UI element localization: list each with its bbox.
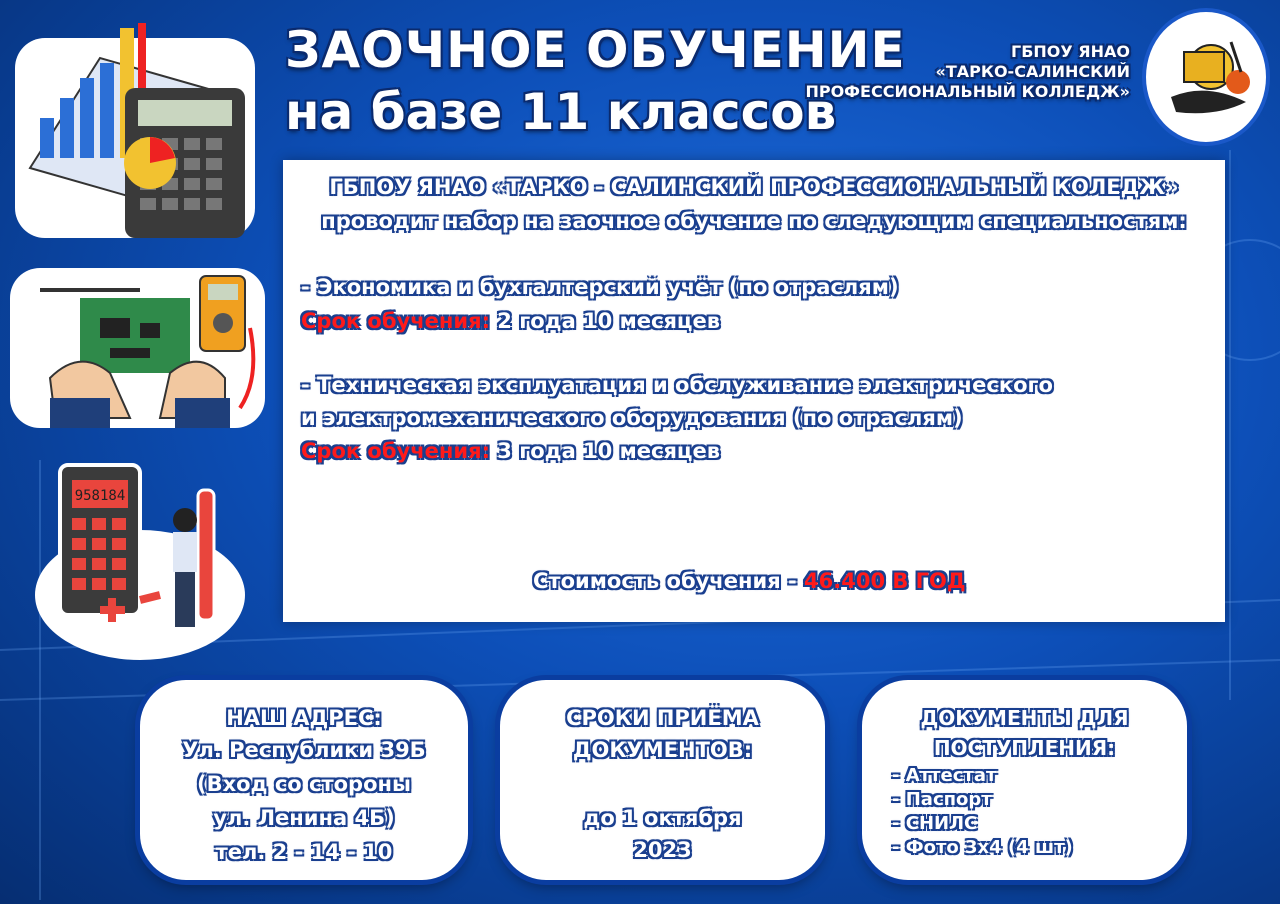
documents-list [892,764,1073,860]
college-name-line: «ТАРКО-САЛИНСКИЙ [935,62,1130,81]
college-logo [1142,8,1270,146]
list-item: - Фото 3х4 (4 шт) [892,837,1073,858]
college-name-line: ГБПОУ ЯНАО [1011,42,1130,61]
page-title: ЗАОЧНОЕ ОБУЧЕНИЕ [285,21,906,79]
documents-card [862,680,1187,880]
specialty-2-term [301,438,720,464]
address-entrance-street: ул. Ленина 4Б) [213,806,395,830]
deadline-title: СРОКИ ПРИЁМА [566,706,759,730]
cost-label: Стоимость обучения - [533,569,805,593]
list-item: - Паспорт [892,789,992,810]
term-label: Срок обучения: [301,309,490,333]
page-subtitle: на базе 11 классов [285,83,837,141]
college-logo-icon [1146,12,1266,142]
phone-number: тел. 2 - 14 - 10 [215,840,393,864]
documents-title-cont: ПОСТУПЛЕНИЯ: [933,736,1116,760]
specialty-2-title: - Техническая эксплуатация и обслуживание электрического [301,373,1053,397]
term-value: 2 года 10 месяцев [489,309,721,333]
list-item: - СНИЛС [892,813,978,834]
specialty-2-title-cont: и электромеханического оборудования (по отраслям) [301,406,963,430]
list-item: - Аттестат [892,765,997,786]
program-info-panel [283,160,1225,622]
term-label: Срок обучения: [301,439,490,463]
address-entrance: (Вход со стороны [196,772,412,796]
calculator-chart-icon [10,18,260,243]
specialty-1-term [301,308,720,334]
deadline-title-cont: ДОКУМЕНТОВ: [572,738,753,762]
deadline-year: 2023 [633,838,692,862]
address-title: НАШ АДРЕС: [226,706,382,730]
cost-value: 46.400 В ГОД [804,569,966,593]
panel-subheading: проводит набор на заочное обучение по следующим специальностям: [321,209,1187,233]
deadline-date: до 1 октября [583,806,742,830]
address-card [140,680,468,880]
specialty-1-title: - Экономика и бухгалтерский учёт (по отраслям) [301,275,899,299]
tuition-cost [533,568,966,594]
documents-title: ДОКУМЕНТЫ ДЛЯ [920,706,1129,730]
electronics-repair-icon [10,268,265,428]
term-value: 3 года 10 месяцев [489,439,721,463]
deadline-card [500,680,825,880]
college-name [805,42,1130,102]
accountant-woman-icon [30,460,245,660]
address-street: Ул. Республики 39Б [182,738,426,762]
college-name-line: ПРОФЕССИОНАЛЬНЫЙ КОЛЛЕДЖ» [805,82,1130,101]
panel-heading: ГБПОУ ЯНАО «ТАРКО - САЛИНСКИЙ ПРОФЕССИОНАЛЬНЫЙ КОЛЕДЖ» [329,175,1179,199]
calculator-display: 958184 [74,488,126,504]
